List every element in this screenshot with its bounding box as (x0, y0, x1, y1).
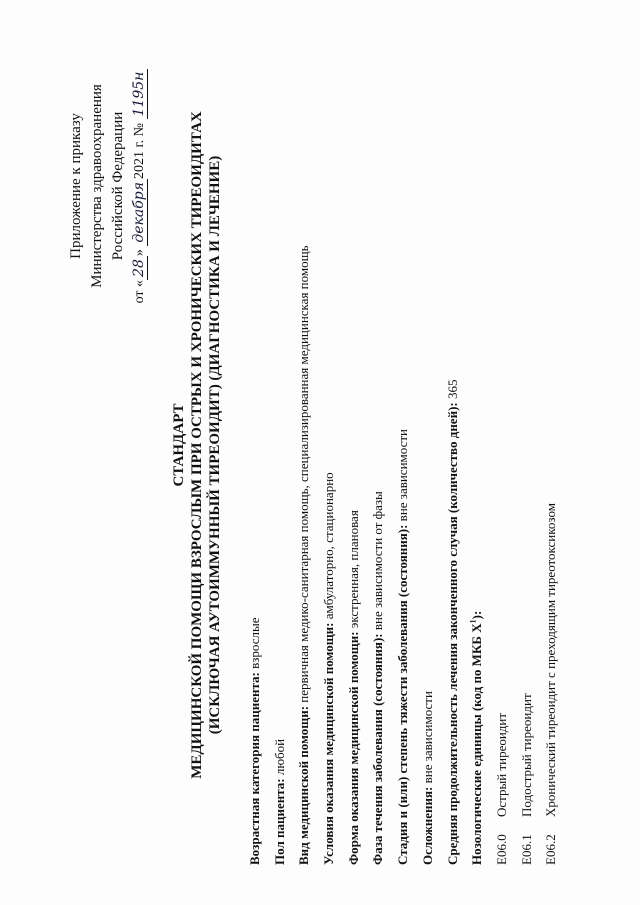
date-prefix: от « (132, 279, 147, 304)
appendix-block (66, 41, 150, 331)
footnote-mark: 1 (468, 619, 478, 624)
field-disease-phase (366, 5, 391, 865)
field-value: вне зависимости от фазы (370, 491, 386, 634)
field-age (243, 5, 268, 865)
field-complications (416, 5, 441, 865)
nosology-label: Нозологические единицы (код по МКБ X (469, 623, 485, 865)
field-label: Фаза течения заболевания (состояния): (370, 633, 386, 865)
field-value: вне зависимости (395, 429, 411, 525)
appendix-line-1: Приложение к приказу (68, 113, 84, 259)
nosology-heading (465, 5, 490, 865)
order-number: 1195н (131, 69, 148, 120)
appendix-line-3: Российской Федерации (110, 111, 126, 261)
date-day: 28 (131, 256, 148, 280)
field-value: любой (271, 738, 287, 779)
field-value: первичная медико-санитарная помощь, специализированная медицинская помощь (296, 245, 312, 706)
code-row (539, 5, 564, 865)
field-label: Вид медицинской помощи: (296, 705, 312, 865)
field-value: взрослые (247, 617, 262, 673)
date-mid: » (132, 249, 147, 257)
title-word: СТАНДАРТ (171, 403, 187, 487)
field-label: Средняя продолжительность лечения законченного случая (количество дней): (444, 402, 460, 865)
field-value: 365 (444, 379, 460, 403)
field-label: Условия оказания медицинской помощи: (321, 622, 337, 865)
field-care-type (292, 5, 317, 865)
icd-code: E06.2 (543, 834, 559, 865)
field-value: амбулаторно, стационарно (321, 472, 337, 623)
field-care-form (342, 5, 367, 865)
code-row (515, 5, 540, 865)
field-label: Пол пациента: (271, 778, 287, 865)
field-sex (268, 5, 293, 865)
date-month: декабря (131, 179, 148, 246)
title-line-2: (ИСКЛЮЧАЯ АУТОИММУННЫЙ ТИРЕОИДИТ) (ДИАГНОСТИКА И ЛЕЧЕНИЕ) (207, 155, 223, 735)
date-year: 2021 г. № (132, 122, 147, 179)
appendix-line-2: Министерства здравоохранения (89, 84, 105, 288)
field-stage (391, 5, 416, 865)
icd-name: Хронический тиреоидит с преходящим тиреотоксикозом (543, 503, 559, 817)
field-label: Стадия и (или) степень тяжести заболевания (состояния): (395, 524, 411, 865)
field-label: Возрастная категория пациента: (247, 672, 262, 865)
appendix-date-line (129, 41, 150, 331)
code-row (490, 5, 515, 865)
field-value: вне зависимости (419, 691, 435, 787)
field-care-conditions (317, 5, 342, 865)
icd-name: Подострый тиреоидит (518, 693, 534, 817)
standard-fields (243, 5, 564, 865)
field-duration (441, 5, 466, 865)
field-label: Форма оказания медицинской помощи: (345, 631, 361, 865)
title-line-1: МЕДИЦИНСКОЙ ПОМОЩИ ВЗРОСЛЫМ ПРИ ОСТРЫХ И ХРОНИЧЕСКИХ ТИРЕОИДИТАХ (189, 111, 205, 779)
icd-code: E06.1 (518, 834, 534, 865)
nosology-label-end: ): (469, 610, 485, 620)
icd-name: Острый тиреоидит (493, 712, 509, 817)
icd-code: E06.0 (493, 834, 509, 865)
field-value: экстренная, плановая (345, 510, 361, 632)
document-title (170, 35, 224, 855)
field-label: Осложнения: (419, 786, 435, 865)
